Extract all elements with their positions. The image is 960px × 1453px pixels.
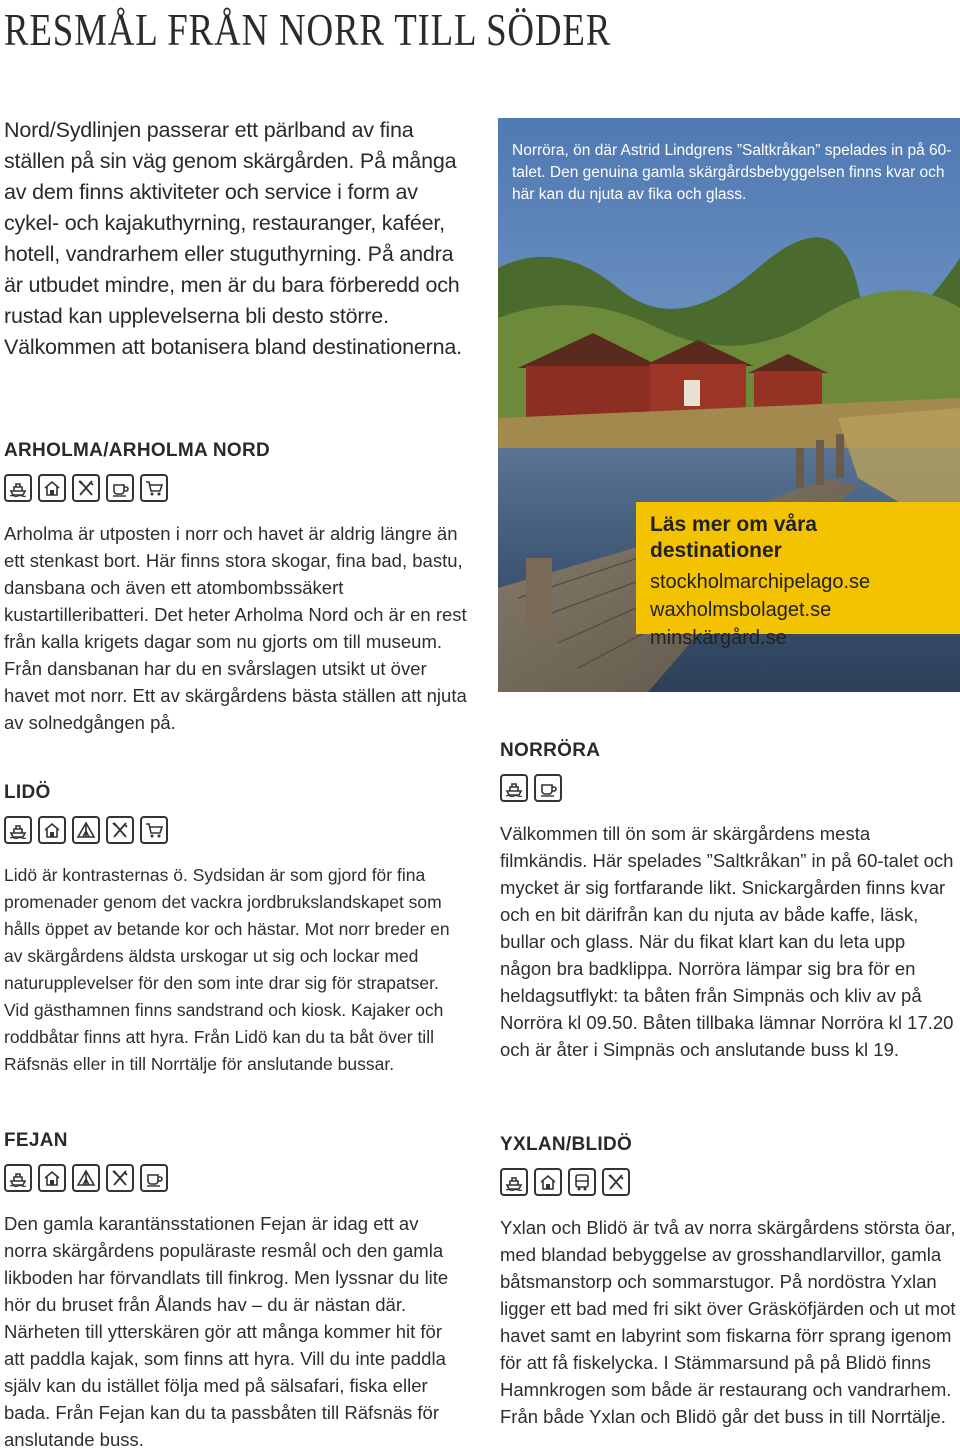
section-text: Yxlan och Blidö är två av norra skärgårdens största öar, med blandad bebyggelse av grosshandlarvillor, gamla båtsmanstorp och sommarstugor. På nordöstra Yxlan ligger ett bad med fri sikt över Gräsköfjärden och ut mot havet samt en labyrint som fiskarna förr sprang igenom för att få fiskelycka. I Stämmarsund på på Blidö finns Hamnkrogen som både är restaurang och vandrarhem. Från både Yxlan och Blidö går det buss in till Norrtälje. bbox=[500, 1217, 956, 1427]
section-text: Den gamla karantänsstationen Fejan är idag ett av norra skärgårdens populäraste resmål och den gamla likboden har förvandlats till finkrog. Men lyssnar du lite hör du bruset från Ålands hav – du är nästan där. Närheten till ytterskären gör att många kommer hit för att paddla kajak, som finns att hyra. Vill du inte paddla själv kan du istället följa med på sälsafari, fiska eller bada. Från Fejan kan du ta passbåten till Räfsnäs för anslutande buss. bbox=[4, 1213, 449, 1450]
tent-icon bbox=[72, 1164, 100, 1192]
section-lido bbox=[4, 782, 459, 1078]
tent-icon bbox=[72, 816, 100, 844]
section-heading: YXLAN/BLIDÖ bbox=[500, 1134, 633, 1155]
section-text: Välkommen till ön som är skärgårdens mesta filmkändis. Här spelades ”Saltkråkan” in på 60-talet och mycket är sig fortfarande likt. Snickargården finns kvar och en bit därifrån kan du njuta av både kaffe, läsk, bullar och glass. När du fikat klart kan du leta upp någon bra badklippa. Norröra lämpar sig bra för en heldagsutflykt: ta båten från Simpnäs och kliv av på Norröra kl 09.50. Båten tillbaka lämnar Norröra kl 17.20 och är åter i Simpnäs och anslutande buss kl 19. bbox=[500, 823, 954, 1060]
boat-icon bbox=[500, 1168, 528, 1196]
section-heading: LIDÖ bbox=[4, 782, 51, 803]
section-heading: ARHOLMA/ARHOLMA NORD bbox=[4, 440, 270, 461]
intro-text: Nord/Sydlinjen passerar ett pärlband av fina ställen på sin väg genom skärgården. På många av dem finns aktiviteter och service i form av cykel- och kajakuthyrning, restauranger, kaféer, hotell, vandrarhem eller stuguthyrning. På andra är utbudet mindre, men är du bara förberedd och rustad kan upplevelserna bli desto större. Välkommen att botanisera bland destinationerna. bbox=[4, 118, 462, 359]
link-waxholmsbolaget[interactable]: waxholmsbolaget.se bbox=[650, 599, 832, 621]
boat-icon bbox=[500, 774, 528, 802]
icon-row bbox=[500, 1168, 958, 1196]
info-box bbox=[636, 502, 960, 649]
restaurant-icon bbox=[72, 474, 100, 502]
section-yxlan-blido bbox=[500, 1134, 958, 1430]
section-heading: NORRÖRA bbox=[500, 740, 601, 761]
boat-icon bbox=[4, 474, 32, 502]
restaurant-icon bbox=[602, 1168, 630, 1196]
section-arholma bbox=[4, 440, 474, 736]
page-title: RESMÅL FRÅN NORR TILL SÖDER bbox=[4, 5, 612, 55]
cafe-icon bbox=[140, 1164, 168, 1192]
cafe-icon bbox=[534, 774, 562, 802]
restaurant-icon bbox=[106, 1164, 134, 1192]
shop-icon bbox=[140, 816, 168, 844]
link-stockholmarchipelago[interactable]: stockholmarchipelago.se bbox=[650, 571, 871, 593]
section-heading: FEJAN bbox=[4, 1130, 68, 1151]
boat-icon bbox=[4, 816, 32, 844]
house-icon bbox=[38, 1164, 66, 1192]
shop-icon bbox=[140, 474, 168, 502]
section-norrora bbox=[500, 740, 958, 1063]
cafe-icon bbox=[106, 474, 134, 502]
section-fejan bbox=[4, 1130, 464, 1453]
house-icon bbox=[38, 474, 66, 502]
section-text: Arholma är utposten i norr och havet är aldrig längre än ett stenkast bort. Här finns stora skogar, fina bad, bastu, dansbana och även ett atombombssäkert kustartilleribatteri. Det heter Arholma Nord och är en rest från kalla krigets dagar som nu gjorts om till museum. Från dansbanan har du en svårslagen utsikt ut över havet mot norr. Ett av skärgårdens bästa ställen att njuta av solnedgången på. bbox=[4, 523, 467, 733]
icon-row bbox=[4, 1164, 464, 1192]
house-icon bbox=[534, 1168, 562, 1196]
section-text: Lidö är kontrasternas ö. Sydsidan är som gjord för fina promenader genom det vackra jordbrukslandskapet som hålls öppet av betande kor och hästar. Mot norr breder en av skärgårdens äldsta urskogar ut sig och lockar med naturupplevelser för den som inte drar sig för strapatser. Vid gästhamnen finns sandstrand och kiosk. Kajaker och roddbåtar finns att hyra. Från Lidö kan du ta båt över till Räfsnäs eller in till Norrtälje för anslutande bussar. bbox=[4, 865, 450, 1074]
bus-icon bbox=[568, 1168, 596, 1196]
info-box-title: Läs mer om våra destinationer bbox=[650, 513, 817, 562]
icon-row bbox=[500, 774, 958, 802]
house-icon bbox=[38, 816, 66, 844]
photo-caption: Norröra, ön där Astrid Lindgrens ”Saltkråkan” spelades in på 60-talet. Den genuina gamla skärgårdsbebyggelsen finns kvar och här kan du njuta av fika och glass. bbox=[512, 142, 952, 203]
restaurant-icon bbox=[106, 816, 134, 844]
icon-row bbox=[4, 474, 474, 502]
link-minskargard[interactable]: minskärgård.se bbox=[650, 627, 787, 649]
icon-row bbox=[4, 816, 459, 844]
boat-icon bbox=[4, 1164, 32, 1192]
